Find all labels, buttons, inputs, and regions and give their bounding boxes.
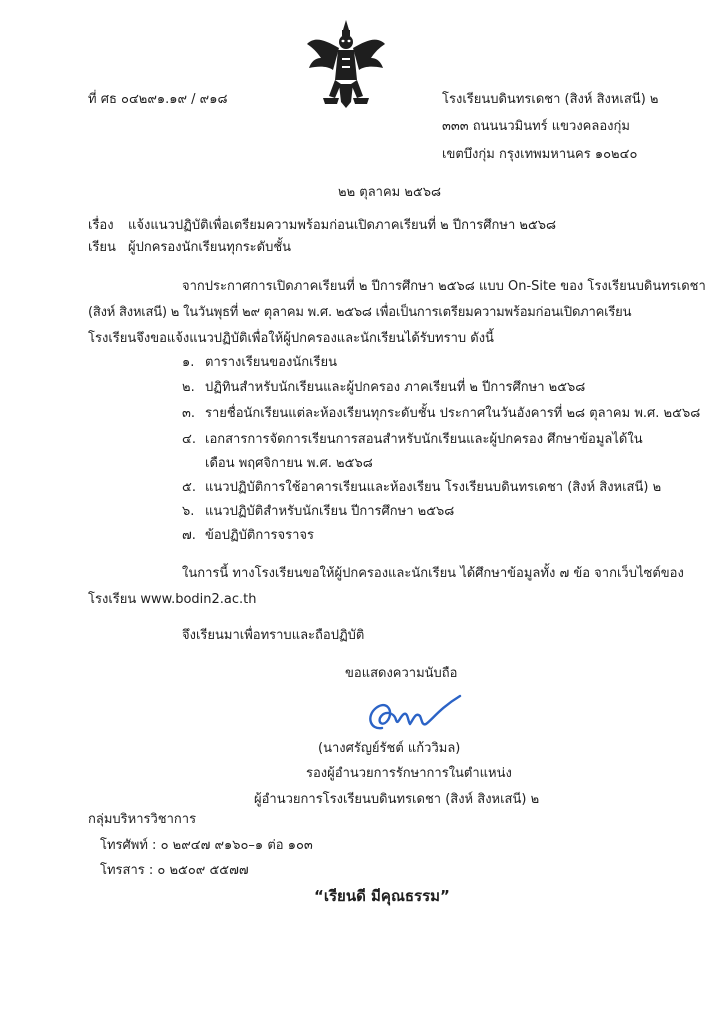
signatory-name: (นางศรัญย์รัชต์ แก้ววิมล) bbox=[318, 741, 461, 756]
phone-number: โทรศัพท์ : ๐ ๒๙๔๗ ๙๑๖๐–๑ ต่อ ๑๐๓ bbox=[100, 838, 313, 853]
list-item-number: ๕. bbox=[182, 480, 196, 495]
subject-label: เรื่อง bbox=[88, 218, 114, 233]
reference-number: ที่ ศธ ๐๔๒๙๑.๑๙ / ๙๑๘ bbox=[88, 92, 228, 107]
list-item-number: ๒. bbox=[182, 380, 195, 395]
school-address-line-1: โรงเรียนบดินทรเดชา (สิงห์ สิงหเสนี) ๒ bbox=[442, 92, 659, 107]
list-item-number: ๗. bbox=[182, 528, 196, 543]
paragraph-1-line-3: โรงเรียนจึงขอแจ้งแนวปฏิบัติเพื่อให้ผู้ปกครองและนักเรียนได้รับทราบ ดังนี้ bbox=[88, 331, 494, 346]
list-item-number: ๓. bbox=[182, 406, 196, 421]
document-date: ๒๒ ตุลาคม ๒๕๖๘ bbox=[338, 185, 442, 200]
list-item-number: ๔. bbox=[182, 432, 196, 447]
signatory-position-1: รองผู้อำนวยการรักษาการในตำแหน่ง bbox=[306, 766, 512, 781]
list-item-text-continuation: เดือน พฤศจิกายน พ.ศ. ๒๕๖๘ bbox=[205, 456, 373, 471]
closing-sentence: จึงเรียนมาเพื่อทราบและถือปฏิบัติ bbox=[182, 628, 365, 643]
list-item-number: ๑. bbox=[182, 355, 195, 370]
school-address-line-2: ๓๓๓ ถนนนวมินทร์ แขวงคลองกุ่ม bbox=[442, 119, 630, 134]
paragraph-2-line-2: โรงเรียน www.bodin2.ac.th bbox=[88, 592, 257, 607]
regards-text: ขอแสดงความนับถือ bbox=[345, 666, 458, 681]
list-item-text: ปฏิทินสำหรับนักเรียนและผู้ปกครอง ภาคเรียนที่ ๒ ปีการศึกษา ๒๕๖๘ bbox=[205, 380, 586, 395]
list-item-text: แนวปฏิบัติการใช้อาคารเรียนและห้องเรียน โรงเรียนบดินทรเดชา (สิงห์ สิงหเสนี) ๒ bbox=[205, 480, 662, 495]
paragraph-1-line-2: (สิงห์ สิงหเสนี) ๒ ในวันพุธที่ ๒๙ ตุลาคม พ.ศ. ๒๕๖๘ เพื่อเป็นการเตรียมความพร้อมก่อนเปิดภาคเรียน bbox=[88, 305, 632, 320]
signature-icon bbox=[360, 690, 470, 738]
paragraph-2-line-1: ในการนี้ ทางโรงเรียนขอให้ผู้ปกครองและนักเรียน ได้ศึกษาข้อมูลทั้ง ๗ ข้อ จากเว็บไซต์ของ bbox=[182, 566, 684, 581]
list-item-text: ตารางเรียนของนักเรียน bbox=[205, 355, 338, 370]
subject-text: แจ้งแนวปฏิบัติเพื่อเตรียมความพร้อมก่อนเปิดภาคเรียนที่ ๒ ปีการศึกษา ๒๕๖๘ bbox=[128, 218, 557, 233]
school-motto: “เรียนดี มีคุณธรรม” bbox=[314, 887, 450, 905]
recipient-label: เรียน bbox=[88, 240, 116, 255]
department-name: กลุ่มบริหารวิชาการ bbox=[88, 812, 197, 827]
list-item-text: รายชื่อนักเรียนแต่ละห้องเรียนทุกระดับชั้น ประกาศในวันอังคารที่ ๒๘ ตุลาคม พ.ศ. ๒๕๖๘ bbox=[205, 406, 701, 421]
list-item-text: ข้อปฏิบัติการจราจร bbox=[205, 528, 315, 543]
list-item-text: แนวปฏิบัติสำหรับนักเรียน ปีการศึกษา ๒๕๖๘ bbox=[205, 504, 455, 519]
recipient-text: ผู้ปกครองนักเรียนทุกระดับชั้น bbox=[128, 240, 292, 255]
school-address-line-3: เขตบึงกุ่ม กรุงเทพมหานคร ๑๐๒๔๐ bbox=[442, 147, 638, 162]
garuda-emblem-icon bbox=[305, 18, 387, 118]
fax-number: โทรสาร : ๐ ๒๕๐๙ ๕๕๗๗ bbox=[100, 863, 249, 878]
list-item-number: ๖. bbox=[182, 504, 195, 519]
list-item-text: เอกสารการจัดการเรียนการสอนสำหรับนักเรียนและผู้ปกครอง ศึกษาข้อมูลได้ใน bbox=[205, 432, 643, 447]
signatory-position-2: ผู้อำนวยการโรงเรียนบดินทรเดชา (สิงห์ สิงหเสนี) ๒ bbox=[254, 792, 540, 807]
paragraph-1-line-1: จากประกาศการเปิดภาคเรียนที่ ๒ ปีการศึกษา ๒๕๖๘ แบบ On-Site ของ โรงเรียนบดินทรเดชา bbox=[182, 279, 706, 294]
